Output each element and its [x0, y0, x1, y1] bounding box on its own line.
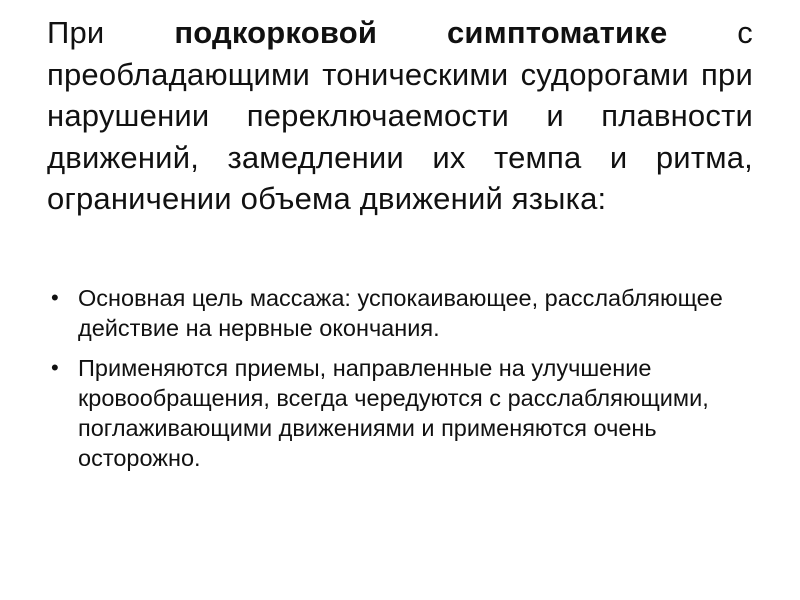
slide-heading [47, 12, 753, 220]
bullet-list [47, 283, 747, 483]
bullet-text: Основная цель массажа: успокаивающее, расслабляющее действие на нервные окончания. [78, 285, 723, 341]
heading-emphasis: подкорковой симптоматике [174, 15, 668, 50]
bullet-item-massage-goal [47, 283, 747, 343]
heading-text-start: При [47, 15, 175, 50]
bullet-text: Применяются приемы, направленные на улучшение кровообращения, всегда чередуются с расслабляющими, поглаживающими движениями и применяются очень осторожно. [78, 355, 709, 471]
bullet-item-techniques [47, 353, 747, 473]
bullet-icon: • [51, 355, 59, 380]
heading-text-rest: с преобладающими тоническими судорогами при нарушении переключаемости и плавности движений, замедлении их темпа и ритма, ограничении объема движений языка: [47, 15, 753, 217]
bullet-icon: • [51, 285, 59, 310]
